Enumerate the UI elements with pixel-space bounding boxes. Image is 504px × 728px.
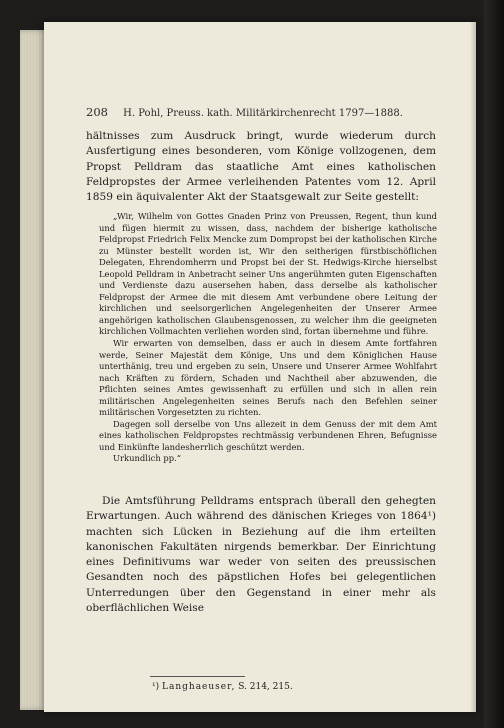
quote-paragraph-2: Wir erwarten von demselben, dass er auch in diesem Amte fortfahren werde, Seiner Majestät dem Könige, Uns und dem Königlichen Hause unterthänig, treu und ergeben zu sein, Unsere und Unserer Armee Wohlfahrt nach Kräften zu fördern, Schaden und Nachtheil aber abzuwenden, die Pflichten seines Amtes gewissenhaft zu erfüllen und sich in allen rein militärischen Angelegenheiten seines Berufs nach den Befehlen seiner militärischen Vorgesetzten zu richten. bbox=[99, 338, 437, 418]
intro-paragraph bbox=[86, 129, 436, 205]
intro-text: hältnisses zum Ausdruck bringt, wurde wiederum durch Ausfertigung eines besonderen, vom Könige vollzogenen, dem Propst Pelldram das staatliche Amt eines katholischen Feldpropstes der Armee verleihenden Patentes vom 12. April 1859 ein äquivalenter Akt der Staatsgewalt zur Seite gestellt: bbox=[86, 130, 436, 204]
footnote-rule bbox=[150, 676, 245, 677]
main-text: Die Amtsführung Pelldrams entsprach überall den gehegten Erwartungen. Auch während des dänischen Krieges von 1864¹) machten sich Lücken in Beziehung auf die ihm erteilten kanonischen Fakultäten nirgends bemerkbar. Der Einrichtung eines Definitivums war weder von seiten des preussischen Gesandten noch des päpstlichen Hofes bei gelegentlichen Unterredungen über den Gegenstand in einer mehr als oberflächlichen Weise bbox=[86, 495, 436, 615]
quote-paragraph-4: Urkundlich pp.“ bbox=[113, 453, 182, 464]
patent-quote bbox=[99, 211, 437, 465]
footnote bbox=[152, 682, 293, 692]
quote-paragraph-1: „Wir, Wilhelm von Gottes Gnaden Prinz von Preussen, Regent, thun kund und fügen hiermit zu wissen, dass, nachdem der bisherige katholische Feldpropst Friedrich Felix Mencke zum Dompropst bei der katholischen Kirche zu Münster bestellt worden ist, Wir den seitherigen fürstbischöflichen Delegaten, Ehrendomherrn und Propst bei der St. Hedwigs-Kirche hierselbst Leopold Pelldram in Anbetracht seiner Uns angerühmten guten Eigenschaften und Verdienste dazu ausersehen haben, dass derselbe als katholischer Feldpropst der Armee die mit diesem Amt verbundene obere Leitung der kirchlichen und seelsorgerlichen Angelegenheiten der Unserer Armee angehörigen katholischen Glaubensgenossen, zu welcher ihm die geeigneten kirchlichen Vollmachten verliehen worden sind, fortan übernehme und führe. bbox=[99, 211, 437, 337]
footnote-reference: S. 214, 215. bbox=[238, 682, 293, 692]
running-header bbox=[86, 105, 446, 119]
footnote-marker: ¹) bbox=[152, 682, 160, 692]
main-paragraph bbox=[86, 494, 436, 616]
book-binding-shadow bbox=[484, 0, 504, 728]
running-title: H. Pohl, Preuss. kath. Militärkirchenrecht 1797—1888. bbox=[123, 108, 403, 119]
footnote-author: Langhaeuser, bbox=[162, 682, 236, 692]
page-number: 208 bbox=[86, 105, 108, 119]
quote-paragraph-3: Dagegen soll derselbe von Uns allezeit in dem Genuss der mit dem Amt eines katholischen Feldpropstes rechtmässig verbundenen Ehren, Befugnisse und Einkünfte landesherrlich geschützt werden. bbox=[99, 418, 437, 452]
page-gutter-shadow bbox=[470, 22, 476, 712]
